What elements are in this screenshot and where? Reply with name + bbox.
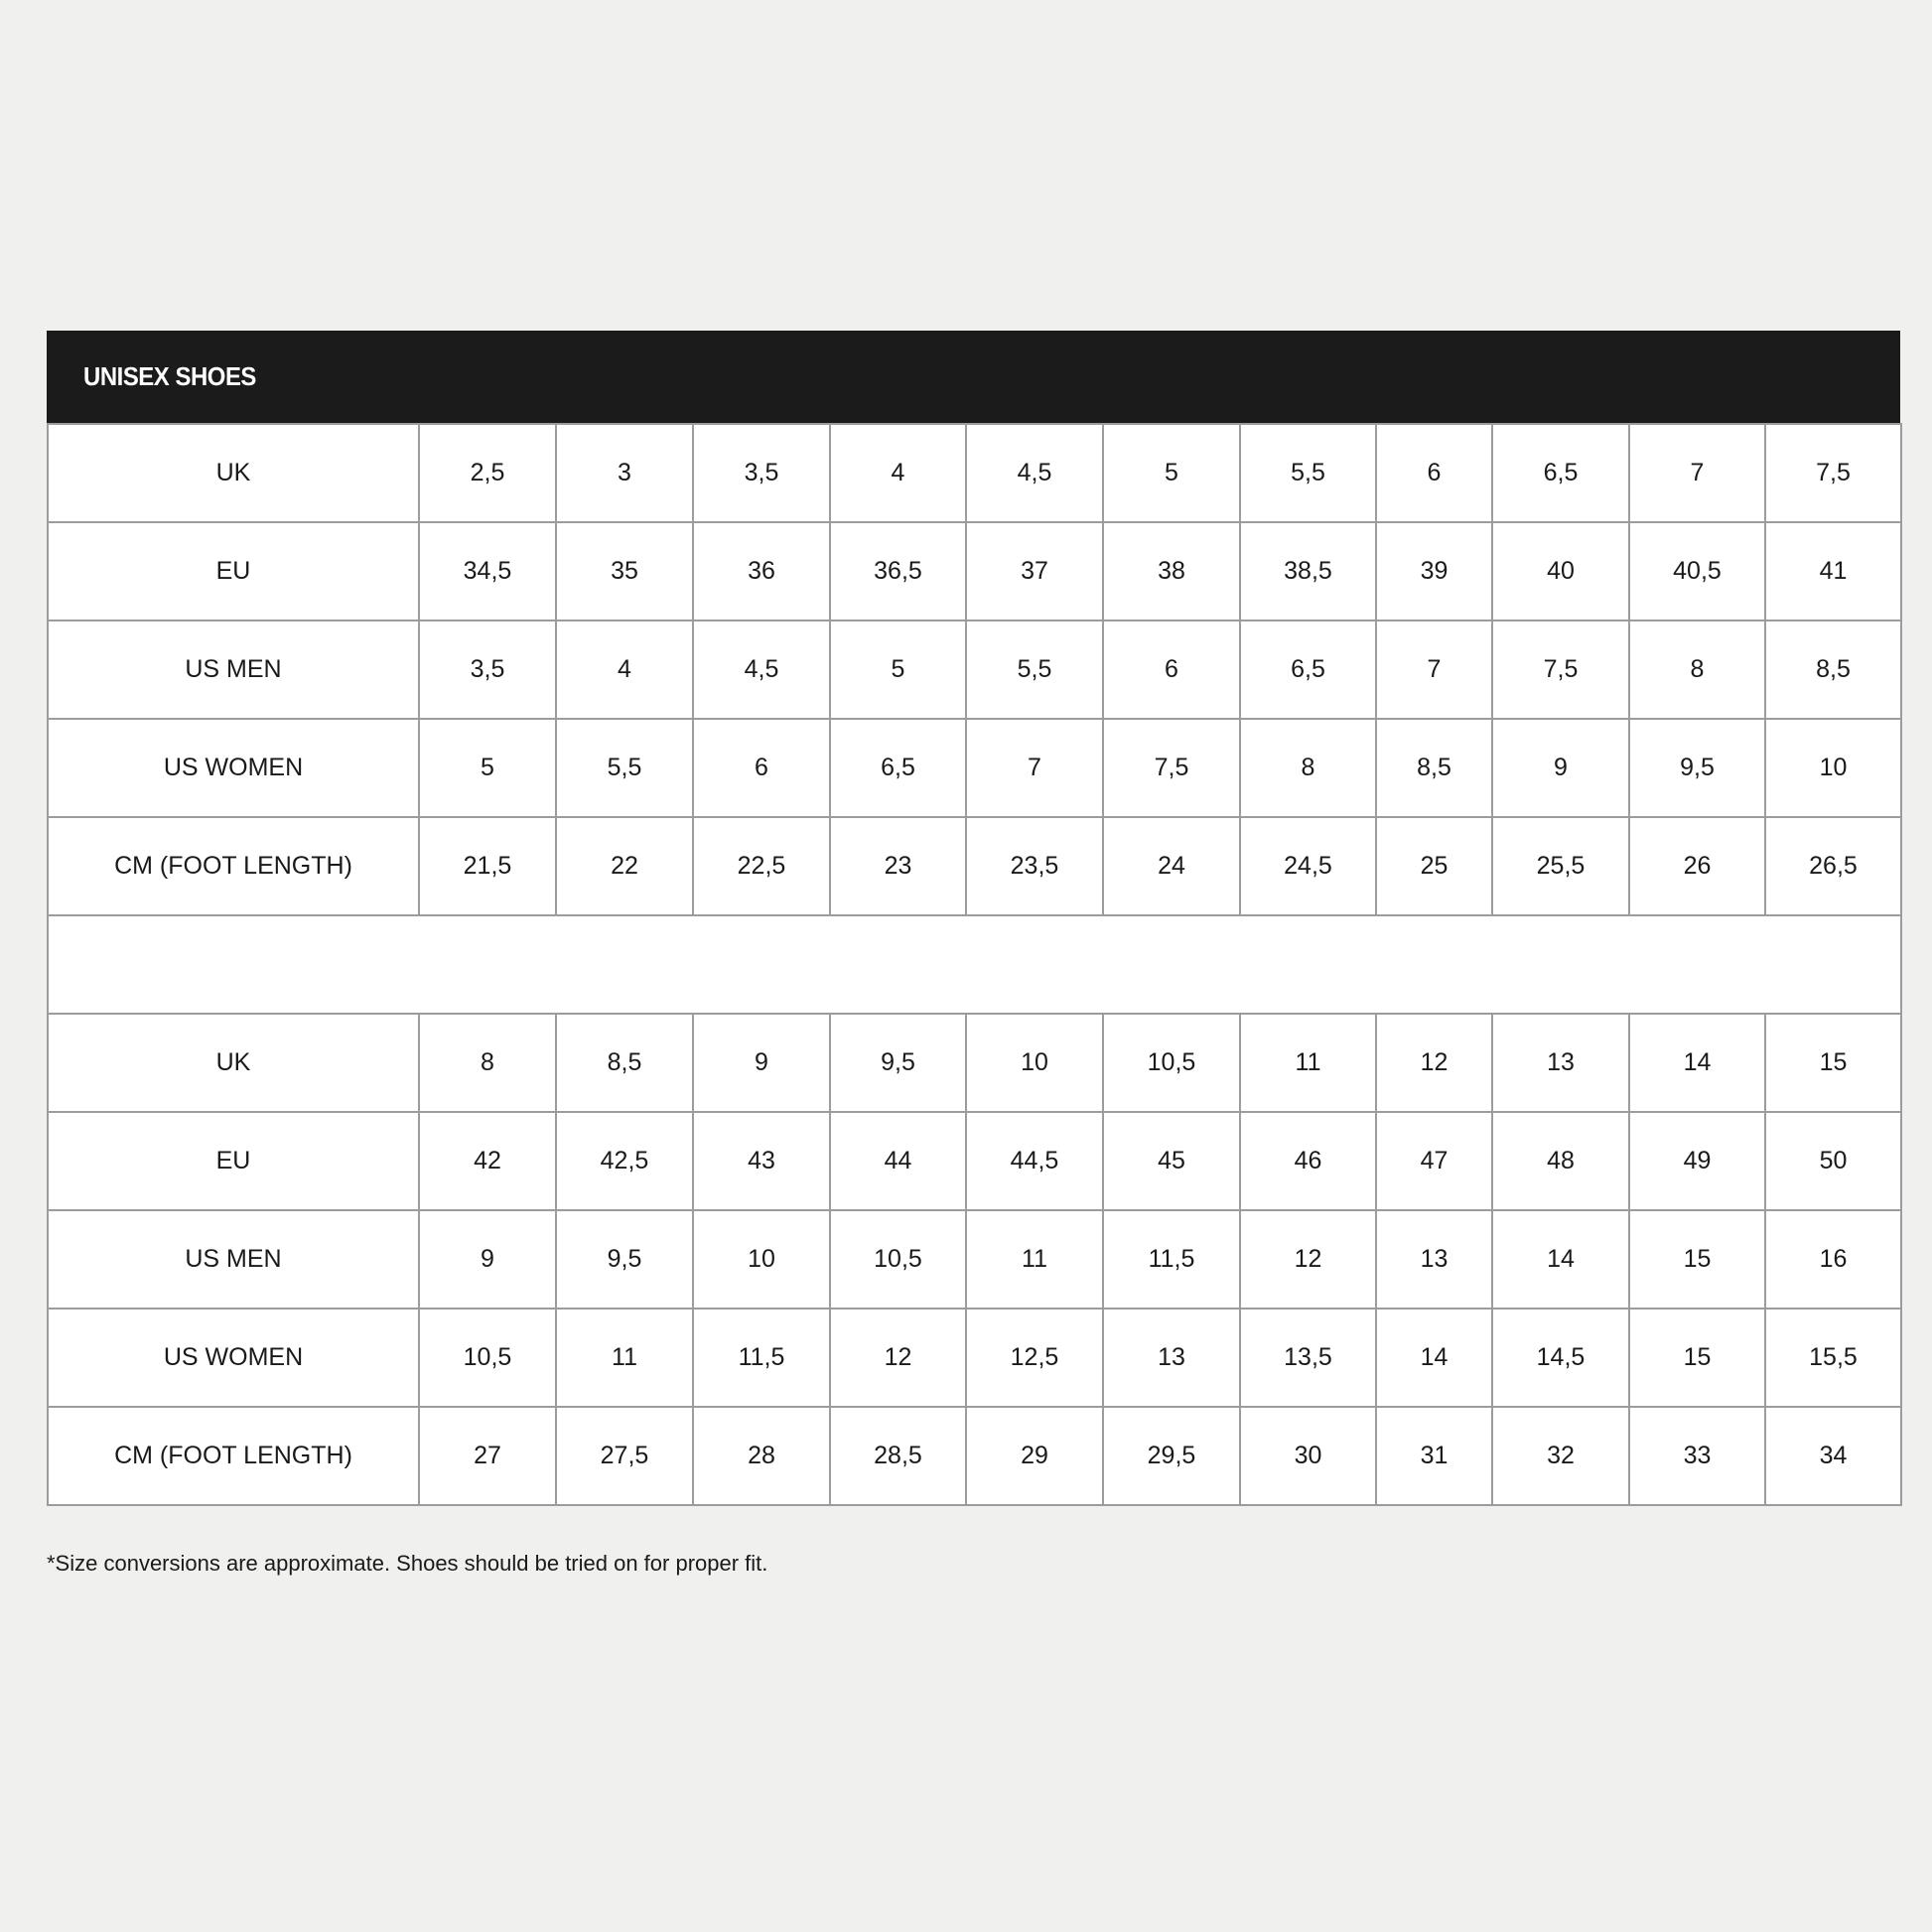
size-value-cell: 46 — [1240, 1112, 1376, 1210]
row-label-cell: CM (FOOT LENGTH) — [48, 817, 419, 915]
size-value-cell: 42 — [419, 1112, 556, 1210]
size-value-cell: 37 — [966, 522, 1103, 621]
size-value-cell: 8,5 — [556, 1014, 693, 1112]
row-label-cell: US MEN — [48, 621, 419, 719]
size-value-cell: 4,5 — [693, 621, 830, 719]
size-value-cell: 15 — [1629, 1309, 1765, 1407]
size-value-cell: 7,5 — [1492, 621, 1629, 719]
size-value-cell: 8 — [419, 1014, 556, 1112]
row-label-cell: UK — [48, 424, 419, 522]
size-value-cell: 4 — [830, 424, 966, 522]
size-value-cell: 8 — [1629, 621, 1765, 719]
row-label-cell: EU — [48, 522, 419, 621]
size-value-cell: 11,5 — [1103, 1210, 1240, 1309]
size-value-cell: 13,5 — [1240, 1309, 1376, 1407]
table-row — [48, 1309, 1901, 1407]
size-value-cell: 24 — [1103, 817, 1240, 915]
table-row — [48, 1112, 1901, 1210]
size-value-cell: 48 — [1492, 1112, 1629, 1210]
section-spacer-row — [48, 915, 1901, 1014]
size-value-cell: 10 — [966, 1014, 1103, 1112]
size-value-cell: 9 — [419, 1210, 556, 1309]
size-value-cell: 34,5 — [419, 522, 556, 621]
size-value-cell: 5 — [1103, 424, 1240, 522]
size-value-cell: 26 — [1629, 817, 1765, 915]
size-value-cell: 9 — [1492, 719, 1629, 817]
size-value-cell: 32 — [1492, 1407, 1629, 1505]
size-value-cell: 12 — [1240, 1210, 1376, 1309]
size-value-cell: 39 — [1376, 522, 1492, 621]
size-value-cell: 42,5 — [556, 1112, 693, 1210]
row-label-cell: US MEN — [48, 1210, 419, 1309]
size-value-cell: 12 — [1376, 1014, 1492, 1112]
row-label-cell: EU — [48, 1112, 419, 1210]
table-row — [48, 719, 1901, 817]
size-value-cell: 14 — [1492, 1210, 1629, 1309]
size-value-cell: 7 — [1376, 621, 1492, 719]
size-value-cell: 40,5 — [1629, 522, 1765, 621]
size-value-cell: 11 — [966, 1210, 1103, 1309]
size-value-cell: 16 — [1765, 1210, 1901, 1309]
size-value-cell: 6,5 — [1240, 621, 1376, 719]
section-spacer-cell — [48, 915, 1901, 1014]
row-label-cell: UK — [48, 1014, 419, 1112]
size-chart — [47, 331, 1900, 1506]
table-row — [48, 621, 1901, 719]
size-value-cell: 8,5 — [1765, 621, 1901, 719]
row-label-cell: US WOMEN — [48, 719, 419, 817]
size-value-cell: 15 — [1765, 1014, 1901, 1112]
size-value-cell: 10 — [1765, 719, 1901, 817]
size-value-cell: 9,5 — [830, 1014, 966, 1112]
size-value-cell: 7 — [1629, 424, 1765, 522]
table-row — [48, 817, 1901, 915]
size-value-cell: 14,5 — [1492, 1309, 1629, 1407]
footnote: *Size conversions are approximate. Shoes should be tried on for proper fit. — [47, 1551, 768, 1576]
table-row — [48, 1014, 1901, 1112]
size-value-cell: 22 — [556, 817, 693, 915]
chart-title-bar — [47, 331, 1900, 423]
size-value-cell: 47 — [1376, 1112, 1492, 1210]
size-value-cell: 4 — [556, 621, 693, 719]
size-value-cell: 11 — [1240, 1014, 1376, 1112]
size-value-cell: 29,5 — [1103, 1407, 1240, 1505]
size-value-cell: 30 — [1240, 1407, 1376, 1505]
size-value-cell: 31 — [1376, 1407, 1492, 1505]
size-value-cell: 27 — [419, 1407, 556, 1505]
size-value-cell: 5,5 — [966, 621, 1103, 719]
size-value-cell: 9,5 — [1629, 719, 1765, 817]
size-value-cell: 28 — [693, 1407, 830, 1505]
size-value-cell: 6 — [1103, 621, 1240, 719]
size-value-cell: 12,5 — [966, 1309, 1103, 1407]
size-value-cell: 10,5 — [419, 1309, 556, 1407]
size-value-cell: 15 — [1629, 1210, 1765, 1309]
size-value-cell: 2,5 — [419, 424, 556, 522]
size-value-cell: 6,5 — [1492, 424, 1629, 522]
size-value-cell: 50 — [1765, 1112, 1901, 1210]
size-value-cell: 7,5 — [1765, 424, 1901, 522]
size-value-cell: 43 — [693, 1112, 830, 1210]
size-value-cell: 28,5 — [830, 1407, 966, 1505]
size-value-cell: 5 — [830, 621, 966, 719]
size-value-cell: 5,5 — [556, 719, 693, 817]
size-value-cell: 6,5 — [830, 719, 966, 817]
table-row — [48, 522, 1901, 621]
size-value-cell: 13 — [1492, 1014, 1629, 1112]
size-value-cell: 10 — [693, 1210, 830, 1309]
size-value-cell: 10,5 — [1103, 1014, 1240, 1112]
size-value-cell: 3,5 — [419, 621, 556, 719]
size-value-cell: 45 — [1103, 1112, 1240, 1210]
size-value-cell: 3,5 — [693, 424, 830, 522]
row-label-cell: US WOMEN — [48, 1309, 419, 1407]
table-row — [48, 1210, 1901, 1309]
size-table — [47, 423, 1902, 1506]
size-value-cell: 40 — [1492, 522, 1629, 621]
size-value-cell: 25,5 — [1492, 817, 1629, 915]
size-value-cell: 44,5 — [966, 1112, 1103, 1210]
size-value-cell: 33 — [1629, 1407, 1765, 1505]
size-value-cell: 34 — [1765, 1407, 1901, 1505]
size-value-cell: 38 — [1103, 522, 1240, 621]
size-value-cell: 24,5 — [1240, 817, 1376, 915]
size-value-cell: 22,5 — [693, 817, 830, 915]
size-value-cell: 44 — [830, 1112, 966, 1210]
size-value-cell: 13 — [1103, 1309, 1240, 1407]
size-value-cell: 36 — [693, 522, 830, 621]
size-value-cell: 14 — [1376, 1309, 1492, 1407]
size-value-cell: 11,5 — [693, 1309, 830, 1407]
size-value-cell: 27,5 — [556, 1407, 693, 1505]
size-value-cell: 29 — [966, 1407, 1103, 1505]
size-value-cell: 6 — [1376, 424, 1492, 522]
size-value-cell: 4,5 — [966, 424, 1103, 522]
size-value-cell: 5 — [419, 719, 556, 817]
size-value-cell: 6 — [693, 719, 830, 817]
size-value-cell: 7 — [966, 719, 1103, 817]
size-value-cell: 9,5 — [556, 1210, 693, 1309]
size-value-cell: 15,5 — [1765, 1309, 1901, 1407]
size-value-cell: 23,5 — [966, 817, 1103, 915]
size-value-cell: 8,5 — [1376, 719, 1492, 817]
table-row — [48, 424, 1901, 522]
size-value-cell: 26,5 — [1765, 817, 1901, 915]
size-value-cell: 10,5 — [830, 1210, 966, 1309]
size-value-cell: 12 — [830, 1309, 966, 1407]
size-value-cell: 36,5 — [830, 522, 966, 621]
size-value-cell: 9 — [693, 1014, 830, 1112]
chart-title: UNISEX SHOES — [83, 361, 256, 391]
size-value-cell: 25 — [1376, 817, 1492, 915]
size-value-cell: 5,5 — [1240, 424, 1376, 522]
size-value-cell: 23 — [830, 817, 966, 915]
size-value-cell: 13 — [1376, 1210, 1492, 1309]
size-value-cell: 14 — [1629, 1014, 1765, 1112]
size-value-cell: 8 — [1240, 719, 1376, 817]
row-label-cell: CM (FOOT LENGTH) — [48, 1407, 419, 1505]
size-value-cell: 11 — [556, 1309, 693, 1407]
size-value-cell: 3 — [556, 424, 693, 522]
size-value-cell: 21,5 — [419, 817, 556, 915]
size-value-cell: 38,5 — [1240, 522, 1376, 621]
size-value-cell: 7,5 — [1103, 719, 1240, 817]
size-value-cell: 41 — [1765, 522, 1901, 621]
size-value-cell: 49 — [1629, 1112, 1765, 1210]
size-table-body — [48, 424, 1901, 1505]
size-value-cell: 35 — [556, 522, 693, 621]
table-row — [48, 1407, 1901, 1505]
